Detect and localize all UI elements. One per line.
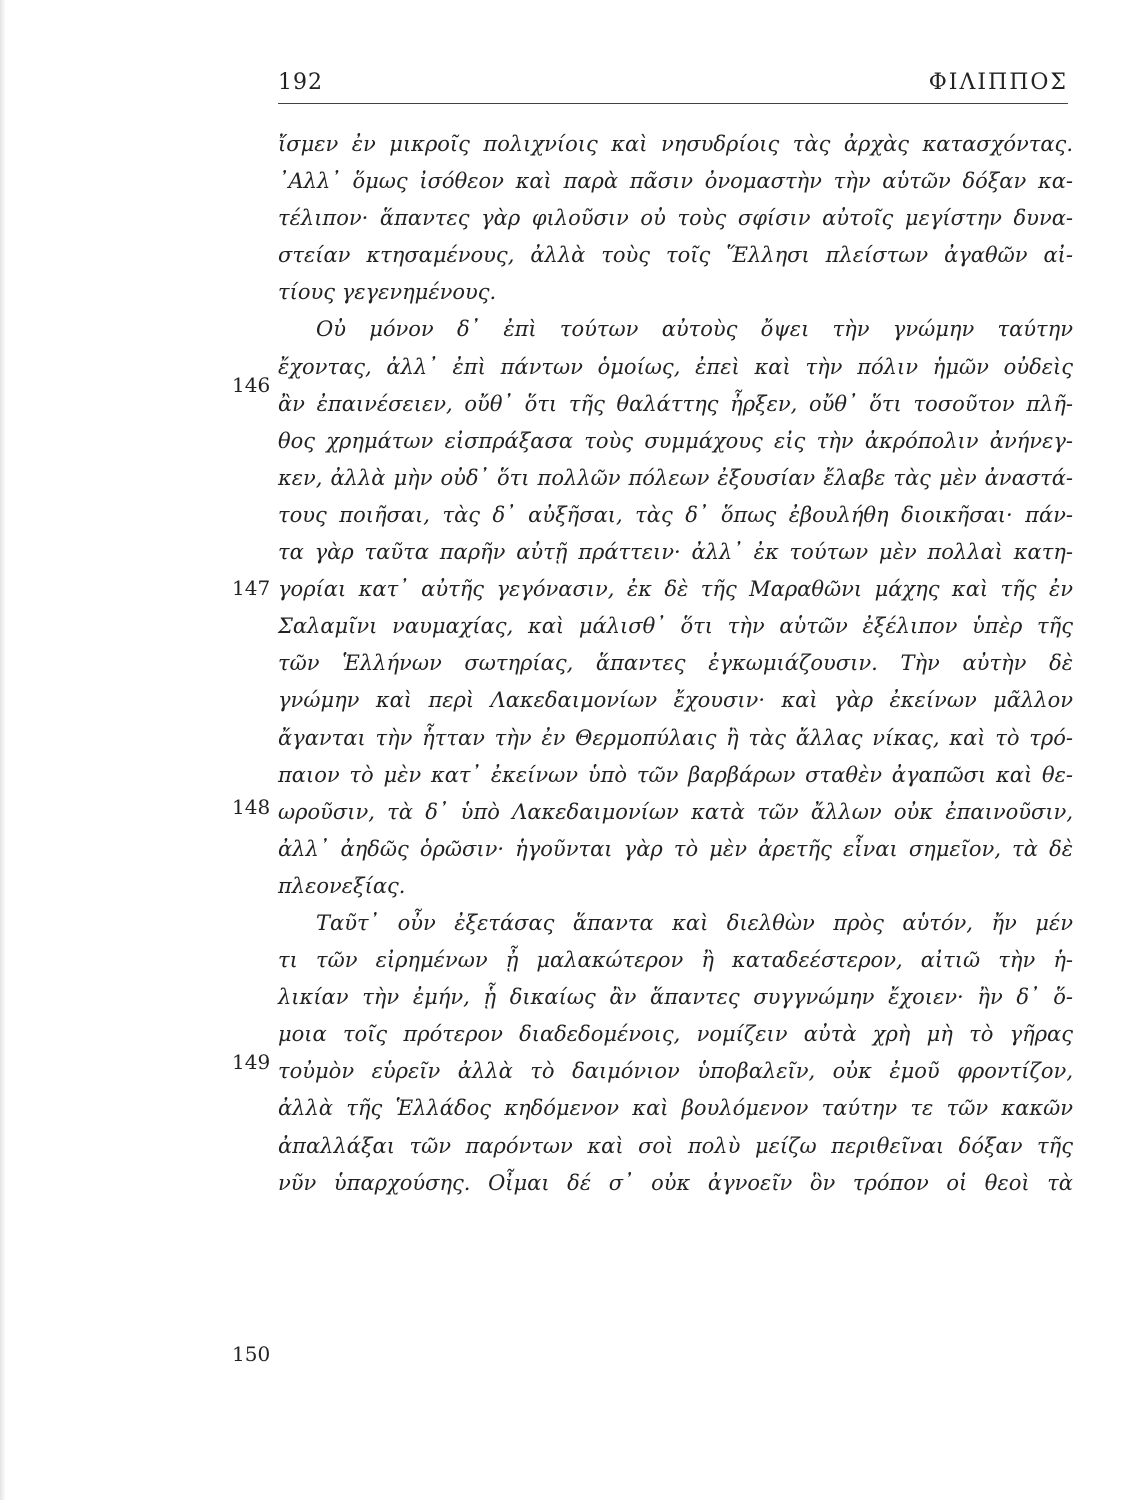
text-line: Σαλαμῖνι ναυμαχίας, καὶ μάλισθ᾿ ὅτι τὴν αὑτῶν ἐξέλιπον ὑπὲρ τῆς [278,614,1073,639]
text-line: νῦν ὑπαρχούσης. Οἶμαι δέ σ᾿ οὐκ ἀγνοεῖν ὃν τρόπον οἱ θεοὶ τὰ [278,1170,1073,1195]
running-head [278,70,1068,100]
text-line: ἀλλὰ τῆς Ἑλλάδος κηδόμενον καὶ βουλόμενον ταύτην τε τῶν κακῶν [278,1096,1073,1121]
text-line: λικίαν τὴν ἐμήν, ᾗ δικαίως ἂν ἅπαντες συγγνώμην ἔχοιεν· ἢν δ᾿ ὅ- [278,985,1073,1010]
text-line: ἔχοντας, ἀλλ᾿ ἐπὶ πάντων ὁμοίως, ἐπεὶ καὶ τὴν πόλιν ἡμῶν οὐδεὶς [278,354,1073,379]
text-line: ἄγανται τὴν ἧτταν τὴν ἐν Θερμοπύλαις ἢ τὰς ἄλλας νίκας, καὶ τὸ τρό- [278,725,1073,750]
section-number: 149 [232,1050,271,1074]
text-line: τέλιπον· ἅπαντες γὰρ φιλοῦσιν οὐ τοὺς σφίσιν αὐτοῖς μεγίστην δυνα- [278,206,1073,231]
text-line: τι τῶν εἰρημένων ᾖ μαλακώτερον ἢ καταδεέστερον, αἰτιῶ τὴν ἡ- [278,948,1073,973]
body-text [278,126,1073,1202]
text-line: ᾿Αλλ᾿ ὅμως ἰσόθεον καὶ παρὰ πᾶσιν ὀνομαστὴν τὴν αὑτῶν δόξαν κα- [278,169,1073,194]
text-line: τῶν Ἑλλήνων σωτηρίας, ἅπαντες ἐγκωμιάζουσιν. Τὴν αὐτὴν δὲ [278,651,1073,676]
text-line: ἴσμεν ἐν μικροῖς πολιχνίοις καὶ νησυδρίοις τὰς ἀρχὰς κατασχόντας. [278,132,1073,156]
text-line: γνώμην καὶ περὶ Λακεδαιμονίων ἔχουσιν· καὶ γὰρ ἐκείνων μᾶλλον [278,688,1073,713]
page-number: 192 [278,70,323,95]
running-title: ΦΙΛΙΠΠΟΣ [928,70,1068,95]
header-rule [278,103,1068,104]
text-line: ἂν ἐπαινέσειεν, οὔθ᾿ ὅτι τῆς θαλάττης ἦρξεν, οὔθ᾿ ὅτι τοσοῦτον πλῆ- [278,391,1073,416]
text-line: κεν, ἀλλὰ μὴν οὐδ᾿ ὅτι πολλῶν πόλεων ἐξουσίαν ἔλαβε τὰς μὲν ἀναστά- [278,465,1073,490]
text-line: τίους γεγενημένους. [278,280,497,305]
section-number: 150 [232,1342,271,1366]
text-line: τους ποιῆσαι, τὰς δ᾿ αὐξῆσαι, τὰς δ᾿ ὅπως ἐβουλήθη διοικῆσαι· πάν- [278,502,1073,527]
text-line: μοια τοῖς πρότερον διαδεδομένοις, νομίζειν αὐτὰ χρὴ μὴ τὸ γῆρας [278,1022,1073,1047]
text-line: ἀπαλλάξαι τῶν παρόντων καὶ σοὶ πολὺ μείζω περιθεῖναι δόξαν τῆς [278,1133,1073,1158]
text-line: θος χρημάτων εἰσπράξασα τοὺς συμμάχους εἰς τὴν ἀκρόπολιν ἀνήνεγ- [278,428,1073,453]
text-line: ωροῦσιν, τὰ δ᾿ ὑπὸ Λακεδαιμονίων κατὰ τῶν ἄλλων οὐκ ἐπαινοῦσιν, [278,799,1073,824]
page-edge [0,0,6,1500]
section-number: 146 [232,373,271,397]
text-line: πλεονεξίας. [278,873,406,898]
text-line: τα γὰρ ταῦτα παρῆν αὐτῇ πράττειν· ἀλλ᾿ ἐκ τούτων μὲν πολλαὶ κατη- [278,540,1073,565]
text-line: γορίαι κατ᾿ αὐτῆς γεγόνασιν, ἐκ δὲ τῆς Μαραθῶνι μάχης καὶ τῆς ἐν [278,577,1073,602]
text-line: στείαν κτησαμένους, ἀλλὰ τοὺς τοῖς Ἕλλησι πλείστων ἀγαθῶν αἰ- [278,243,1073,268]
section-number: 147 [232,576,271,600]
text-line: παιον τὸ μὲν κατ᾿ ἐκείνων ὑπὸ τῶν βαρβάρων σταθὲν ἀγαπῶσι καὶ θε- [278,762,1073,787]
section-number: 148 [232,795,271,819]
text-line: Ταῦτ᾿ οὖν ἐξετάσας ἅπαντα καὶ διελθὼν πρὸς αὑτόν, ἤν μέν [316,910,1073,935]
text-line: τοὐμὸν εὑρεῖν ἀλλὰ τὸ δαιμόνιον ὑποβαλεῖν, οὐκ ἐμοῦ φροντίζον, [278,1059,1073,1084]
text-line: ἀλλ᾿ ἀηδῶς ὁρῶσιν· ἡγοῦνται γὰρ τὸ μὲν ἀρετῆς εἶναι σημεῖον, τὰ δὲ [278,836,1073,861]
text-line: Οὐ μόνον δ᾿ ἐπὶ τούτων αὐτοὺς ὄψει τὴν γνώμην ταύτην [316,317,1073,342]
